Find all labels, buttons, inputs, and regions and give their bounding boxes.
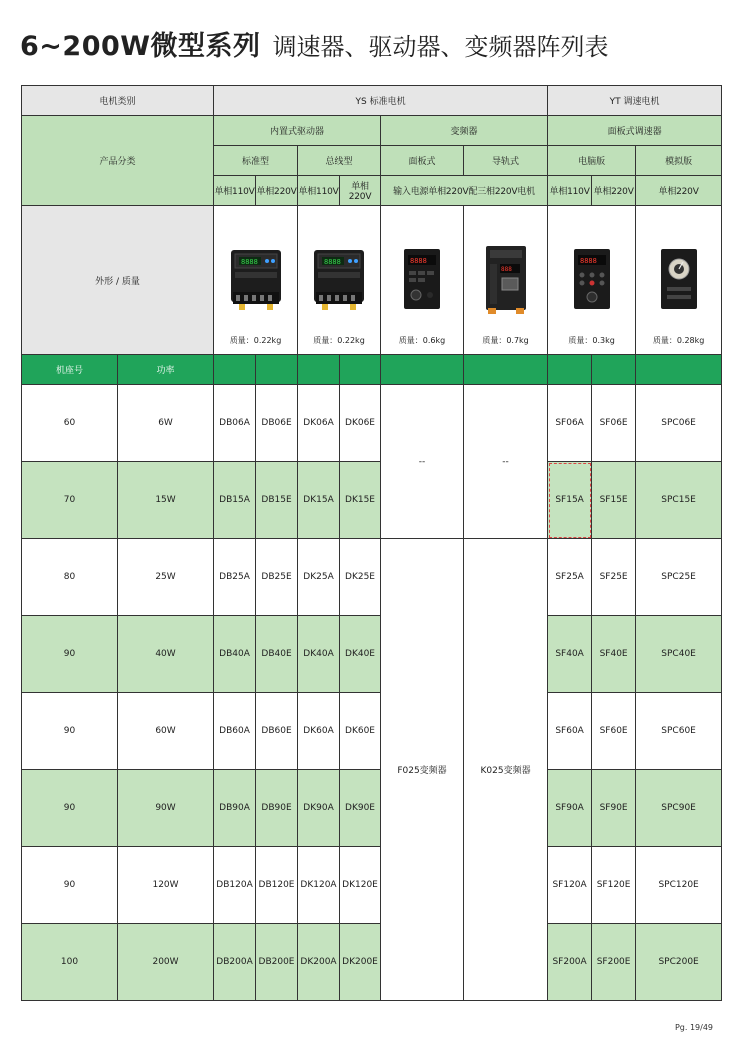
model-cell: SPC60E (636, 693, 722, 770)
model-cell: DK60E (340, 693, 381, 770)
model-cell: DB40E (256, 616, 298, 693)
model-cell: DB90A (214, 770, 256, 847)
model-cell: SF120E (592, 847, 636, 924)
model-cell: SPC90E (636, 770, 722, 847)
weight-label: 质量：0.7kg (482, 336, 529, 345)
panel-inverter-icon (396, 245, 448, 315)
voltage-sf-e: 单相220V (592, 176, 636, 206)
weight-label: 质量：0.28kg (652, 336, 705, 345)
svg-text:888: 888 (500, 266, 512, 273)
builtin-driver-label: 内置式驱动器 (214, 116, 381, 146)
frame-cell: 90 (22, 693, 118, 770)
table-row (22, 770, 722, 847)
model-cell: DB120E (256, 847, 298, 924)
frame-cell: 90 (22, 616, 118, 693)
bus-label: 总线型 (298, 146, 381, 176)
appearance-row (22, 206, 722, 355)
model-cell: DB120A (214, 847, 256, 924)
model-cell: DK06A (298, 385, 340, 462)
svg-text:8888: 8888 (324, 258, 341, 266)
model-cell: DK40E (340, 616, 381, 693)
voltage-db-e: 单相220V (256, 176, 298, 206)
svg-text:8888: 8888 (579, 257, 597, 265)
model-cell: DK06E (340, 385, 381, 462)
table-row (22, 462, 722, 539)
product-image-cell (381, 206, 464, 355)
table-row (22, 539, 722, 616)
model-cell: DB40A (214, 616, 256, 693)
model-cell: SPC200E (636, 924, 722, 1001)
model-cell: SF06E (592, 385, 636, 462)
model-cell: SPC15E (636, 462, 722, 539)
model-cell: DB60E (256, 693, 298, 770)
computer-label: 电脑版 (548, 146, 636, 176)
header-row-type (22, 116, 722, 146)
table-row (22, 385, 722, 462)
model-cell: SF200E (592, 924, 636, 1001)
power-cell: 15W (118, 462, 214, 539)
product-image-cell (636, 206, 722, 355)
frame-cell: 80 (22, 539, 118, 616)
model-cell: SPC40E (636, 616, 722, 693)
frame-cell: 60 (22, 385, 118, 462)
page-number: Pg. 19/49 (674, 1023, 713, 1032)
power-cell: 40W (118, 616, 214, 693)
panel-label: 面板式 (381, 146, 464, 176)
voltage-sf-a: 单相110V (548, 176, 592, 206)
model-cell: DK90A (298, 770, 340, 847)
model-cell: DB06E (256, 385, 298, 462)
voltage-dk-e: 单相220V (340, 176, 381, 206)
model-cell: DB06A (214, 385, 256, 462)
model-cell: SF25A (548, 539, 592, 616)
model-cell: DK40A (298, 616, 340, 693)
model-cell: DK15A (298, 462, 340, 539)
voltage-db-a: 单相110V (214, 176, 256, 206)
voltage-inverter: 输入电源单相220V配三相220V电机 (381, 176, 548, 206)
green-bar-row (22, 355, 722, 385)
model-cell: DB90E (256, 770, 298, 847)
power-cell: 25W (118, 539, 214, 616)
model-cell: DB15A (214, 462, 256, 539)
weight-label: 质量：0.6kg (398, 336, 446, 345)
model-cell: DB25E (256, 539, 298, 616)
model-cell: DK200A (298, 924, 340, 1001)
svg-text:8888: 8888 (240, 258, 258, 266)
model-cell: SF60A (548, 693, 592, 770)
frame-cell: 90 (22, 770, 118, 847)
model-cell: DK200E (340, 924, 381, 1001)
power-cell: 120W (118, 847, 214, 924)
frame-label: 机座号 (22, 355, 118, 385)
rail-label: 导轨式 (464, 146, 548, 176)
panel-inverter-none: -- (381, 385, 464, 539)
product-matrix-table (21, 85, 722, 1001)
product-image-cell (548, 206, 636, 355)
model-cell: SF40E (592, 616, 636, 693)
model-cell: SF200A (548, 924, 592, 1001)
frame-cell: 100 (22, 924, 118, 1001)
model-cell: SPC120E (636, 847, 722, 924)
page-title (20, 24, 609, 63)
model-cell: DK90E (340, 770, 381, 847)
ys-motor-label: YS 标准电机 (214, 86, 548, 116)
product-image-cell (464, 206, 548, 355)
driver-module-icon (308, 246, 370, 314)
voltage-spc: 单相220V (636, 176, 722, 206)
model-cell: DK25A (298, 539, 340, 616)
voltage-dk-a: 单相110V (298, 176, 340, 206)
analog-governor-icon (653, 245, 705, 315)
yt-motor-label: YT 调速电机 (548, 86, 722, 116)
model-cell: DB60A (214, 693, 256, 770)
table-row (22, 924, 722, 1001)
model-cell: SF60E (592, 693, 636, 770)
appearance-label: 外形 / 质量 (22, 206, 214, 355)
model-cell: DK15E (340, 462, 381, 539)
weight-label: 质量：0.3kg (568, 336, 615, 345)
table-row (22, 847, 722, 924)
product-image-cell (214, 206, 298, 355)
model-cell: SPC25E (636, 539, 722, 616)
model-cell: SF25E (592, 539, 636, 616)
power-cell: 60W (118, 693, 214, 770)
rail-inverter-model: K025变频器 (464, 539, 548, 1001)
power-cell: 200W (118, 924, 214, 1001)
model-cell: SF90A (548, 770, 592, 847)
digital-governor-icon (565, 245, 619, 315)
weight-label: 质量：0.22kg (229, 336, 282, 345)
motor-category-label: 电机类别 (22, 86, 214, 116)
model-cell: DB25A (214, 539, 256, 616)
inverter-label: 变频器 (381, 116, 548, 146)
model-cell: DK120E (340, 847, 381, 924)
table-row (22, 616, 722, 693)
model-cell: SF15A (548, 462, 592, 539)
model-cell: SPC06E (636, 385, 722, 462)
frame-cell: 90 (22, 847, 118, 924)
power-cell: 90W (118, 770, 214, 847)
rail-inverter-icon (476, 242, 536, 318)
table-row (22, 693, 722, 770)
model-cell: DK120A (298, 847, 340, 924)
model-cell: SF15E (592, 462, 636, 539)
power-cell: 6W (118, 385, 214, 462)
rail-inverter-none: -- (464, 385, 548, 539)
driver-module-icon (225, 246, 287, 314)
model-cell: SF06A (548, 385, 592, 462)
panel-governor-label: 面板式调速器 (548, 116, 722, 146)
model-cell: DK60A (298, 693, 340, 770)
model-cell: DK25E (340, 539, 381, 616)
model-cell: DB200A (214, 924, 256, 1001)
analog-label: 模拟版 (636, 146, 722, 176)
model-cell: SF40A (548, 616, 592, 693)
title-sub: 调速器、驱动器、变频器阵列表 (272, 33, 609, 61)
panel-inverter-model: F025变频器 (381, 539, 464, 1001)
model-cell: SF90E (592, 770, 636, 847)
model-cell: DB15E (256, 462, 298, 539)
frame-cell: 70 (22, 462, 118, 539)
model-cell: SF120A (548, 847, 592, 924)
weight-label: 质量：0.22kg (313, 336, 365, 345)
power-label: 功率 (118, 355, 214, 385)
header-row-category (22, 86, 722, 116)
title-main: 6~200W微型系列 (20, 31, 261, 62)
svg-text:8888: 8888 (410, 257, 427, 265)
product-image-cell (298, 206, 381, 355)
standard-label: 标准型 (214, 146, 298, 176)
product-class-label: 产品分类 (22, 116, 214, 206)
model-cell: DB200E (256, 924, 298, 1001)
